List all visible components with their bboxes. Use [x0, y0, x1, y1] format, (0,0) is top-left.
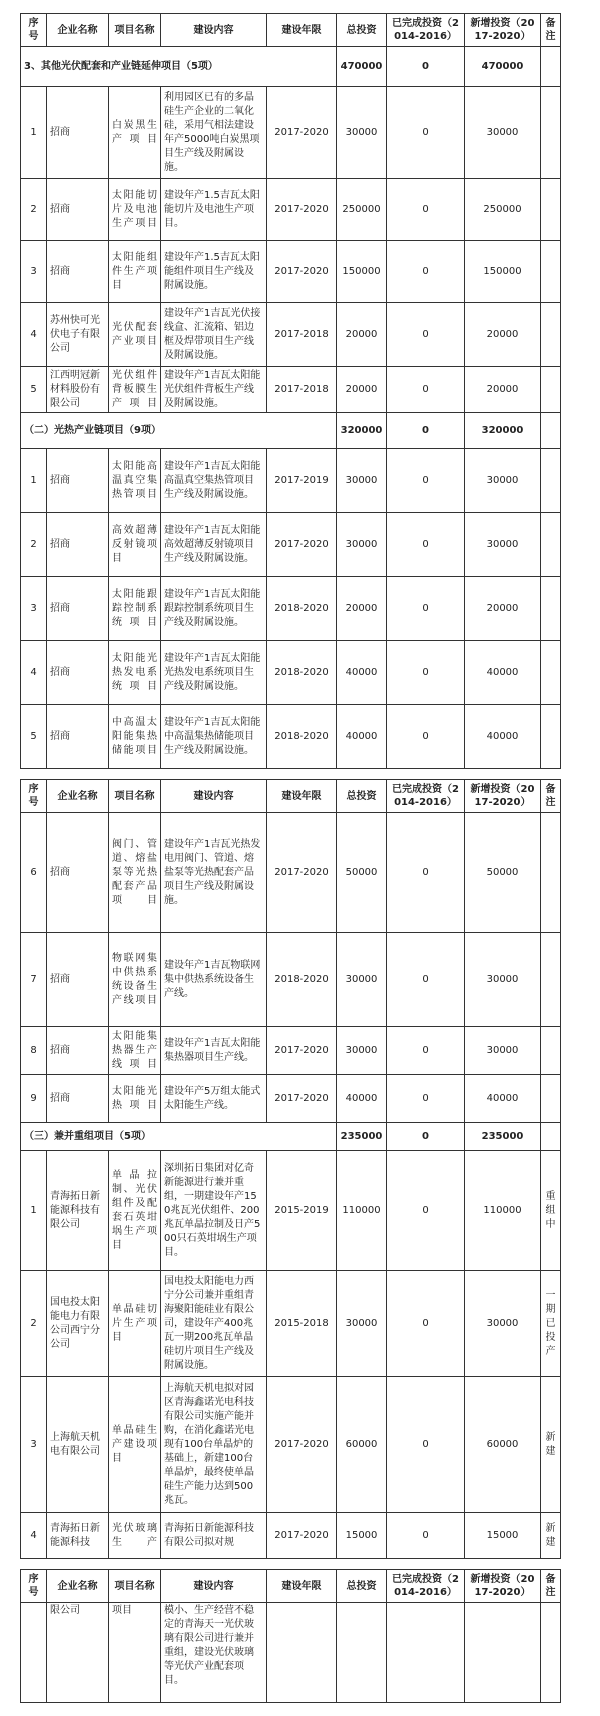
row-done: 0 — [387, 241, 465, 303]
section-note — [541, 1123, 561, 1151]
header-period: 建设年限 — [267, 780, 337, 813]
row-total: 50000 — [337, 813, 387, 933]
header-project: 项目名称 — [109, 780, 161, 813]
row-note — [541, 367, 561, 413]
row-company: 青海拓日新能源科技有限公司 — [47, 1151, 109, 1271]
document-page — [20, 0, 580, 1703]
row-new: 20000 — [465, 367, 541, 413]
row-company: 招商 — [47, 1027, 109, 1075]
row-period: 2017-2020 — [267, 813, 337, 933]
row-note: 重组中 — [541, 1151, 561, 1271]
section-done: 0 — [387, 1123, 465, 1151]
table-row — [21, 1075, 561, 1123]
row-done: 0 — [387, 1075, 465, 1123]
section-new: 320000 — [465, 413, 541, 449]
row-seq: 1 — [21, 87, 47, 179]
row-new: 30000 — [465, 87, 541, 179]
row-done: 0 — [387, 1513, 465, 1559]
section-new: 235000 — [465, 1123, 541, 1151]
row-new: 150000 — [465, 241, 541, 303]
header-new: 新增投资（2017-2020） — [465, 1570, 541, 1603]
project-table-1 — [20, 13, 561, 769]
row-project: 太阳能跟踪控制系统项目 — [109, 577, 161, 641]
row-project: 太阳能高温真空集热管项目 — [109, 449, 161, 513]
row-period: 2015-2019 — [267, 1151, 337, 1271]
table-row — [21, 1027, 561, 1075]
row-company: 国电投太阳能电力有限公司西宁分公司 — [47, 1271, 109, 1377]
section-title: 3、其他光伏配套和产业链延伸项目（5项） — [21, 47, 337, 87]
row-content: 建设年产1吉瓦光热发电用阀门、管道、熔盐泵等光热配套产品项目生产线及附属设施。 — [161, 813, 267, 933]
row-total: 60000 — [337, 1377, 387, 1513]
table-row — [21, 367, 561, 413]
row-total: 40000 — [337, 1075, 387, 1123]
section-done: 0 — [387, 47, 465, 87]
row-seq: 1 — [21, 1151, 47, 1271]
row-seq: 5 — [21, 705, 47, 769]
row-period: 2017-2018 — [267, 367, 337, 413]
row-content: 建设年产1吉瓦太阳能光热发电系统项目生产线及附属设施。 — [161, 641, 267, 705]
row-done: 0 — [387, 813, 465, 933]
row-seq: 3 — [21, 577, 47, 641]
section-title: （三）兼并重组项目（5项） — [21, 1123, 337, 1151]
row-new: 30000 — [465, 1027, 541, 1075]
row-new: 250000 — [465, 179, 541, 241]
row-company: 招商 — [47, 641, 109, 705]
table-row — [21, 705, 561, 769]
row-note — [541, 449, 561, 513]
row-company: 招商 — [47, 179, 109, 241]
row-content: 建设年产1.5吉瓦太阳能切片及电池生产项目。 — [161, 179, 267, 241]
row-period: 2017-2020 — [267, 1513, 337, 1559]
section-done: 0 — [387, 413, 465, 449]
row-period: 2017-2020 — [267, 179, 337, 241]
table-header-row — [21, 780, 561, 813]
row-period — [267, 1603, 337, 1703]
header-new: 新增投资（2017-2020） — [465, 14, 541, 47]
row-content: 深圳拓日集团对亿奇新能源进行兼并重组，一期建设年产150兆瓦光伏组件、200兆瓦单晶拉制及日产500只石英坩埚生产项目。 — [161, 1151, 267, 1271]
row-note — [541, 577, 561, 641]
row-total: 40000 — [337, 641, 387, 705]
row-content: 建设年产1吉瓦太阳能光伏组件背板生产线及附属设施。 — [161, 367, 267, 413]
row-period: 2018-2020 — [267, 577, 337, 641]
row-content: 建设年产1吉瓦光伏接线盒、汇流箱、铝边框及焊带项目生产线及附属设施。 — [161, 303, 267, 367]
row-note — [541, 705, 561, 769]
row-period: 2017-2020 — [267, 1075, 337, 1123]
row-new — [465, 1603, 541, 1703]
row-total: 40000 — [337, 705, 387, 769]
row-note — [541, 179, 561, 241]
header-company: 企业名称 — [47, 14, 109, 47]
table-row — [21, 513, 561, 577]
header-total: 总投资 — [337, 780, 387, 813]
row-seq — [21, 1603, 47, 1703]
row-new: 60000 — [465, 1377, 541, 1513]
row-company: 招商 — [47, 513, 109, 577]
row-seq: 3 — [21, 241, 47, 303]
row-content: 建设年产1.5吉瓦太阳能组件项目生产线及附属设施。 — [161, 241, 267, 303]
row-seq: 4 — [21, 1513, 47, 1559]
row-total: 250000 — [337, 179, 387, 241]
row-done: 0 — [387, 179, 465, 241]
row-total: 20000 — [337, 303, 387, 367]
header-note: 备注 — [541, 1570, 561, 1603]
row-period: 2017-2020 — [267, 513, 337, 577]
table-row — [21, 1377, 561, 1513]
row-total: 30000 — [337, 933, 387, 1027]
page-gap — [20, 1559, 580, 1569]
row-company: 招商 — [47, 933, 109, 1027]
row-note — [541, 303, 561, 367]
row-period: 2017-2018 — [267, 303, 337, 367]
row-company: 苏州快可光伏电子有限公司 — [47, 303, 109, 367]
row-period: 2017-2020 — [267, 241, 337, 303]
row-content: 利用园区已有的多晶硅生产企业的二氧化硅，采用气相法建设年产5000吨白炭黑项目生产线及附属设施。 — [161, 87, 267, 179]
section-note — [541, 413, 561, 449]
row-done: 0 — [387, 1377, 465, 1513]
row-company: 青海拓日新能源科技 — [47, 1513, 109, 1559]
row-total: 20000 — [337, 367, 387, 413]
row-total: 150000 — [337, 241, 387, 303]
header-period: 建设年限 — [267, 14, 337, 47]
section-title: （二）光热产业链项目（9项） — [21, 413, 337, 449]
row-company: 招商 — [47, 1075, 109, 1123]
row-project: 白炭黑生产项目 — [109, 87, 161, 179]
header-project: 项目名称 — [109, 1570, 161, 1603]
row-project: 太阳能切片及电池生产项目 — [109, 179, 161, 241]
page-gap — [20, 769, 580, 779]
row-note — [541, 1027, 561, 1075]
row-seq: 9 — [21, 1075, 47, 1123]
header-content: 建设内容 — [161, 1570, 267, 1603]
table-row — [21, 303, 561, 367]
row-content: 上海航天机电拟对园区青海鑫诺光电科技有限公司实施产能并购，在消化鑫诺光电现有100台单晶炉的基础上，新建100台单晶炉，最终使单晶硅生产能力达到500兆瓦。 — [161, 1377, 267, 1513]
row-new: 15000 — [465, 1513, 541, 1559]
row-company: 上海航天机电有限公司 — [47, 1377, 109, 1513]
row-total: 30000 — [337, 1027, 387, 1075]
row-new: 40000 — [465, 641, 541, 705]
table-row — [21, 241, 561, 303]
row-content: 建设年产1吉瓦太阳能高温真空集热管项目生产线及附属设施。 — [161, 449, 267, 513]
row-project: 单晶拉制、光伏组件及配套石英坩埚生产项目 — [109, 1151, 161, 1271]
row-total: 110000 — [337, 1151, 387, 1271]
row-company: 江西明冠新材料股份有限公司 — [47, 367, 109, 413]
row-seq: 2 — [21, 1271, 47, 1377]
row-company: 招商 — [47, 87, 109, 179]
row-content: 建设年产1吉瓦太阳能高效超薄反射镜项目生产线及附属设施。 — [161, 513, 267, 577]
row-content: 模小、生产经营不稳定的青海天一光伏玻璃有限公司进行兼并重组，建设光伏玻璃等光伏产业配套项目。 — [161, 1603, 267, 1703]
header-new: 新增投资（2017-2020） — [465, 780, 541, 813]
section-row — [21, 1123, 561, 1151]
row-done: 0 — [387, 1151, 465, 1271]
header-note: 备注 — [541, 780, 561, 813]
row-content: 建设年产1吉瓦物联网集中供热系统设备生产线。 — [161, 933, 267, 1027]
row-total: 30000 — [337, 449, 387, 513]
row-new: 40000 — [465, 1075, 541, 1123]
row-project: 太阳能光热项目 — [109, 1075, 161, 1123]
row-done: 0 — [387, 641, 465, 705]
table-row-continued — [21, 1603, 561, 1703]
row-project: 单晶硅切片生产项目 — [109, 1271, 161, 1377]
row-seq: 6 — [21, 813, 47, 933]
row-done: 0 — [387, 577, 465, 641]
row-new: 50000 — [465, 813, 541, 933]
row-company: 招商 — [47, 449, 109, 513]
row-new: 40000 — [465, 705, 541, 769]
section-row — [21, 413, 561, 449]
row-period: 2017-2020 — [267, 1377, 337, 1513]
row-content: 青海拓日新能源科技有限公司拟对规 — [161, 1513, 267, 1559]
row-project: 光伏配套产业项目 — [109, 303, 161, 367]
row-content: 建设年产1吉瓦太阳能跟踪控制系统项目生产线及附属设施。 — [161, 577, 267, 641]
row-content: 建设年产5万组太能式太阳能生产线。 — [161, 1075, 267, 1123]
row-new: 30000 — [465, 449, 541, 513]
row-total — [337, 1603, 387, 1703]
header-done: 已完成投资（2014-2016） — [387, 780, 465, 813]
table-row — [21, 641, 561, 705]
table-row — [21, 179, 561, 241]
row-period: 2015-2018 — [267, 1271, 337, 1377]
row-seq: 7 — [21, 933, 47, 1027]
section-total: 235000 — [337, 1123, 387, 1151]
row-seq: 1 — [21, 449, 47, 513]
row-period: 2018-2020 — [267, 705, 337, 769]
table-row — [21, 1271, 561, 1377]
row-done: 0 — [387, 705, 465, 769]
row-project: 项目 — [109, 1603, 161, 1703]
row-seq: 2 — [21, 179, 47, 241]
row-content: 建设年产1吉瓦太阳能集热器项目生产线。 — [161, 1027, 267, 1075]
row-total: 30000 — [337, 513, 387, 577]
section-total: 470000 — [337, 47, 387, 87]
row-total: 30000 — [337, 1271, 387, 1377]
row-new: 110000 — [465, 1151, 541, 1271]
row-note: 新建 — [541, 1377, 561, 1513]
row-note: 新建 — [541, 1513, 561, 1559]
row-project: 中高温太阳能集热储能项目 — [109, 705, 161, 769]
row-new: 20000 — [465, 577, 541, 641]
row-company: 招商 — [47, 577, 109, 641]
section-new: 470000 — [465, 47, 541, 87]
section-row — [21, 47, 561, 87]
row-new: 30000 — [465, 933, 541, 1027]
row-done: 0 — [387, 367, 465, 413]
row-new: 30000 — [465, 1271, 541, 1377]
header-done: 已完成投资（2014-2016） — [387, 14, 465, 47]
header-content: 建设内容 — [161, 14, 267, 47]
row-company: 招商 — [47, 705, 109, 769]
row-seq: 8 — [21, 1027, 47, 1075]
row-content: 国电投太阳能电力西宁分公司兼并重组青海聚阳能硅业有限公司，建设年产400兆瓦一期200兆瓦单晶硅切片项目生产线及附属设施。 — [161, 1271, 267, 1377]
header-content: 建设内容 — [161, 780, 267, 813]
row-company: 招商 — [47, 241, 109, 303]
row-project: 阀门、管道、熔盐泵等光热配套产品项目 — [109, 813, 161, 933]
section-total: 320000 — [337, 413, 387, 449]
row-new: 30000 — [465, 513, 541, 577]
row-project: 物联网集中供热系统设备生产线项目 — [109, 933, 161, 1027]
row-note — [541, 513, 561, 577]
row-project: 单晶硅生产建设项目 — [109, 1377, 161, 1513]
row-done: 0 — [387, 1027, 465, 1075]
row-note — [541, 933, 561, 1027]
row-new: 20000 — [465, 303, 541, 367]
header-project: 项目名称 — [109, 14, 161, 47]
project-table-3 — [20, 1569, 561, 1703]
header-seq: 序号 — [21, 780, 47, 813]
row-note — [541, 641, 561, 705]
row-project: 太阳能光热发电系统项目 — [109, 641, 161, 705]
header-total: 总投资 — [337, 14, 387, 47]
row-done: 0 — [387, 1271, 465, 1377]
row-note — [541, 241, 561, 303]
row-done: 0 — [387, 449, 465, 513]
row-seq: 3 — [21, 1377, 47, 1513]
header-seq: 序号 — [21, 1570, 47, 1603]
row-period: 2018-2020 — [267, 933, 337, 1027]
row-project: 光伏组件背板膜生产项目 — [109, 367, 161, 413]
row-seq: 4 — [21, 641, 47, 705]
row-project: 太阳能组件生产项目 — [109, 241, 161, 303]
header-company: 企业名称 — [47, 1570, 109, 1603]
row-note: 一期已投产 — [541, 1271, 561, 1377]
row-period: 2017-2019 — [267, 449, 337, 513]
row-company: 招商 — [47, 813, 109, 933]
row-done: 0 — [387, 513, 465, 577]
row-seq: 4 — [21, 303, 47, 367]
row-project: 太阳能集热器生产线项目 — [109, 1027, 161, 1075]
table-header-row — [21, 1570, 561, 1603]
table-row — [21, 1513, 561, 1559]
header-period: 建设年限 — [267, 1570, 337, 1603]
row-note — [541, 1075, 561, 1123]
table-row — [21, 577, 561, 641]
row-done: 0 — [387, 303, 465, 367]
table-row — [21, 813, 561, 933]
row-total: 20000 — [337, 577, 387, 641]
row-done: 0 — [387, 87, 465, 179]
row-period: 2018-2020 — [267, 641, 337, 705]
table-row — [21, 87, 561, 179]
header-note: 备注 — [541, 14, 561, 47]
header-seq: 序号 — [21, 14, 47, 47]
row-total: 15000 — [337, 1513, 387, 1559]
row-period: 2017-2020 — [267, 87, 337, 179]
header-done: 已完成投资（2014-2016） — [387, 1570, 465, 1603]
row-done: 0 — [387, 933, 465, 1027]
row-content: 建设年产1吉瓦太阳能中高温集热储能项目生产线及附属设施。 — [161, 705, 267, 769]
header-company: 企业名称 — [47, 780, 109, 813]
header-total: 总投资 — [337, 1570, 387, 1603]
row-done — [387, 1603, 465, 1703]
table-row — [21, 933, 561, 1027]
row-note — [541, 813, 561, 933]
row-period: 2017-2020 — [267, 1027, 337, 1075]
table-header-row — [21, 14, 561, 47]
row-total: 30000 — [337, 87, 387, 179]
row-note — [541, 1603, 561, 1703]
row-project: 光伏玻璃生产 — [109, 1513, 161, 1559]
section-note — [541, 47, 561, 87]
row-seq: 2 — [21, 513, 47, 577]
project-table-2 — [20, 779, 561, 1559]
row-project: 高效超薄反射镜项目 — [109, 513, 161, 577]
row-note — [541, 87, 561, 179]
row-seq: 5 — [21, 367, 47, 413]
table-row — [21, 1151, 561, 1271]
table-row — [21, 449, 561, 513]
row-company: 限公司 — [47, 1603, 109, 1703]
